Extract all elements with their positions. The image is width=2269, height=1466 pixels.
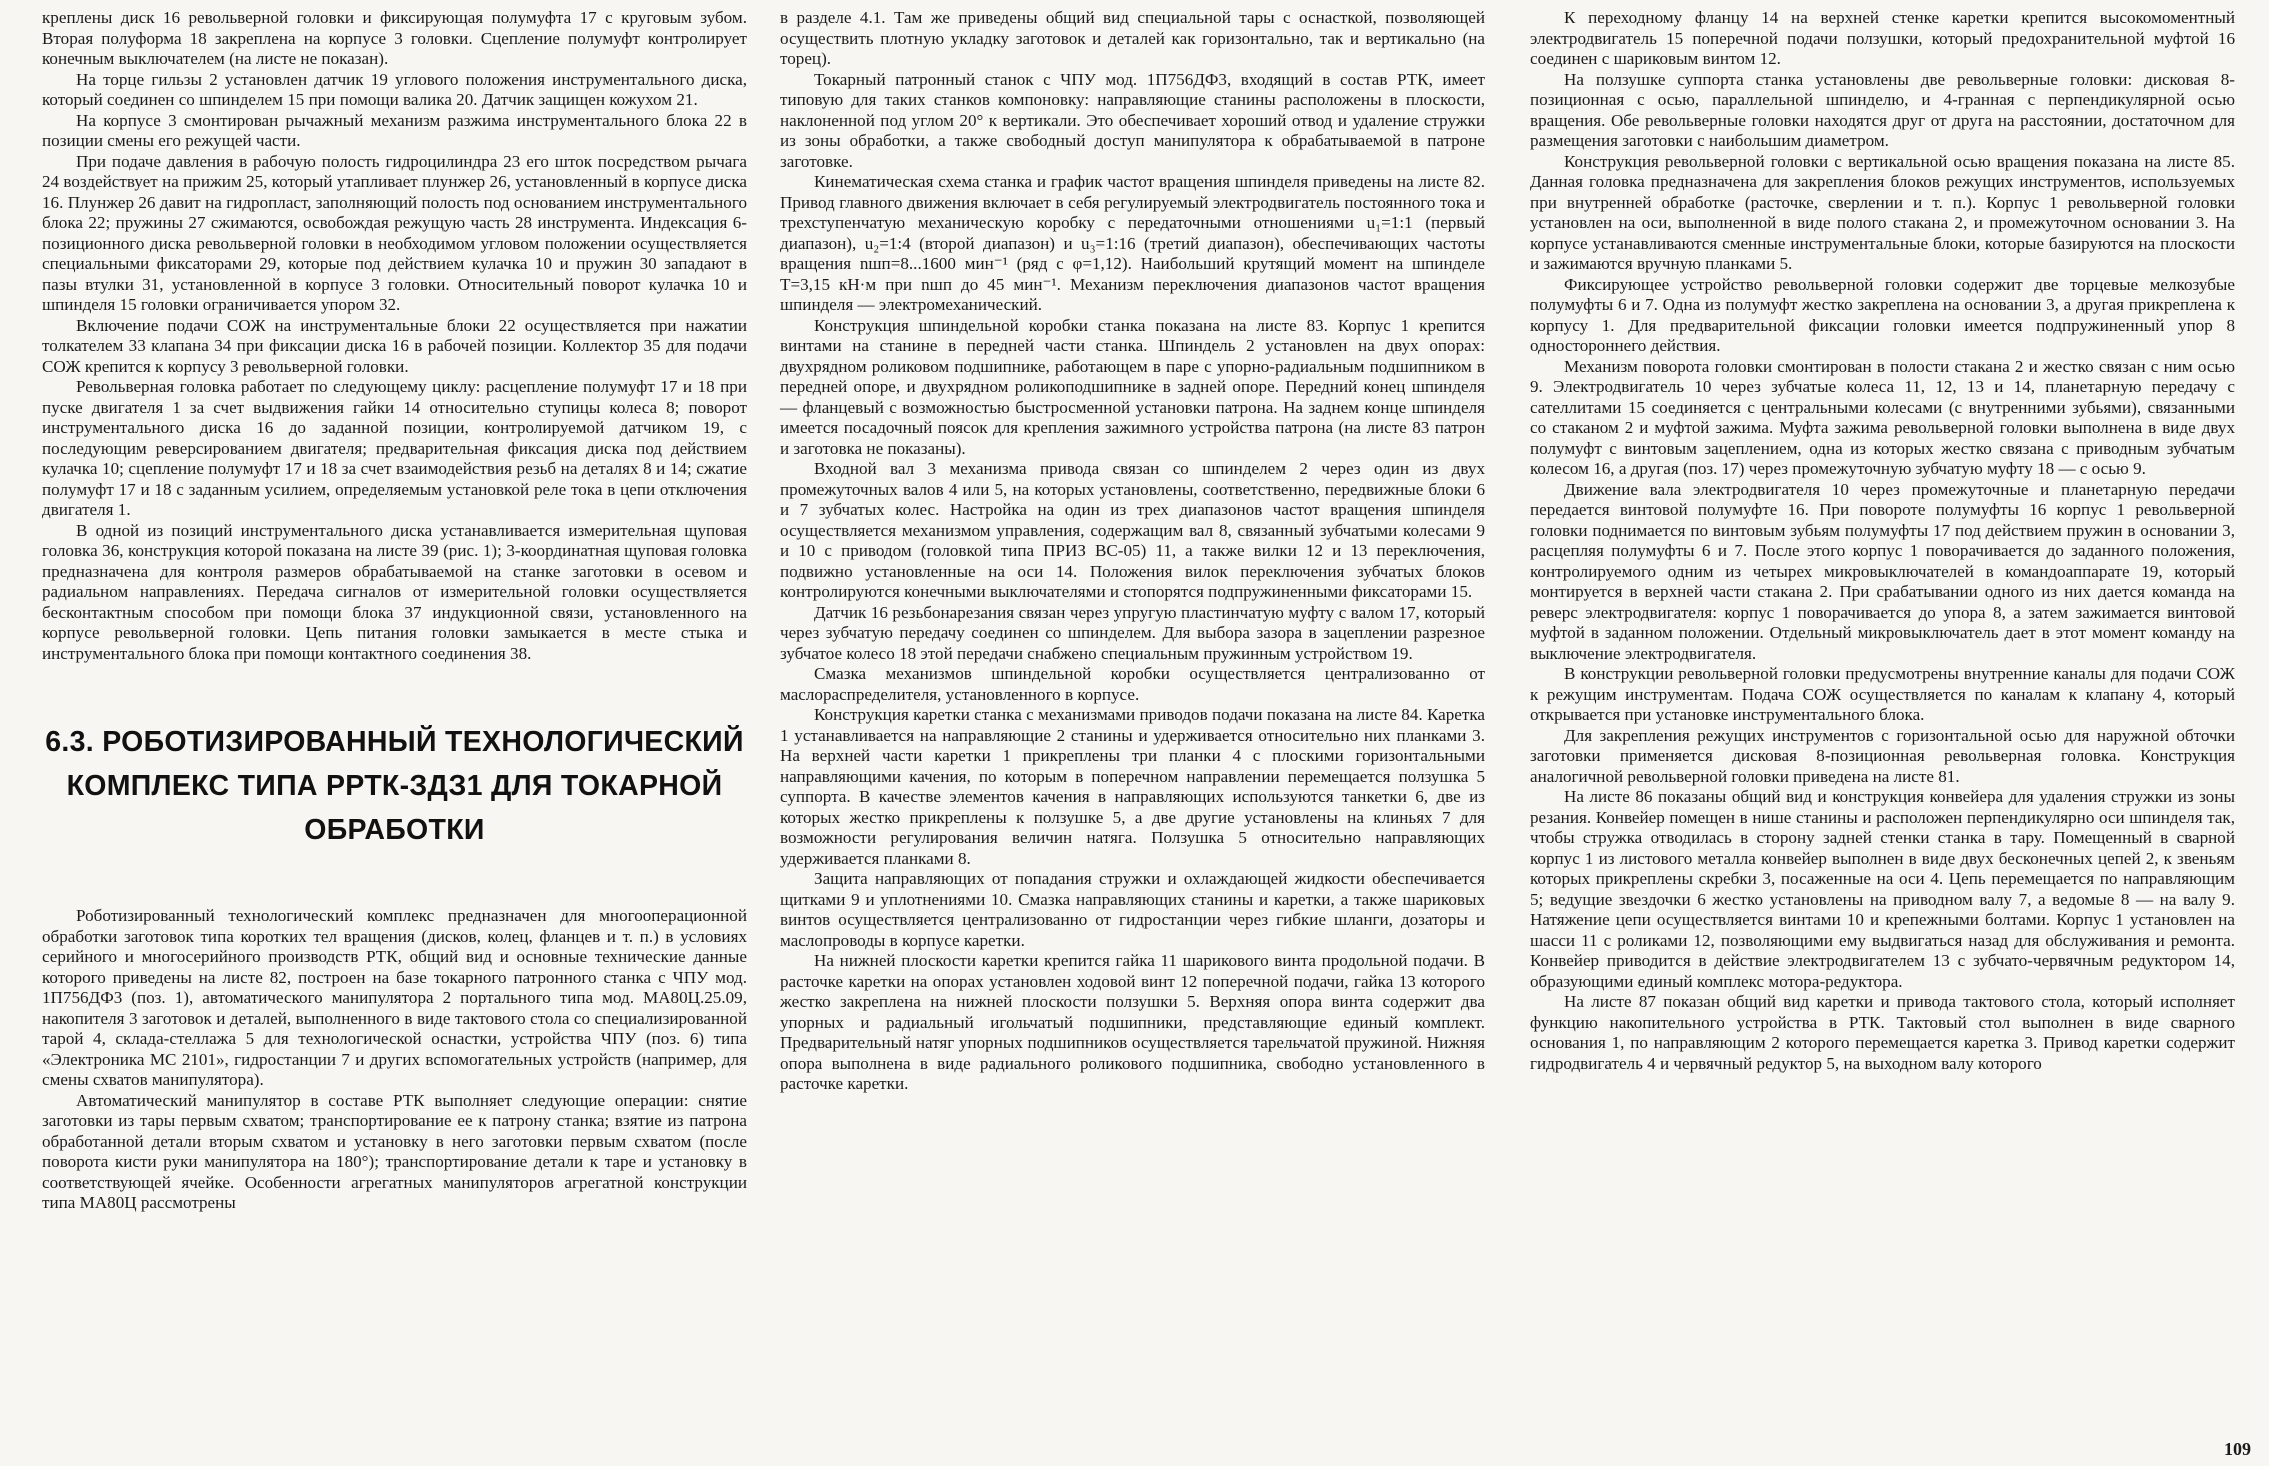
text-column-right (1530, 8, 2235, 1074)
paragraph: Конструкция шпиндельной коробки станка показана на листе 83. Корпус 1 крепится винтами на станине в передней части станка. Шпиндель 2 установлен на двух опорах: двухрядном роликовом подшипнике, работающем в паре с упорно-радиальным подшипником в передней опоре, и двухрядном роликоподшипнике в задней опоре. Передний конец шпинделя — фланцевый с возможностью быстросменной установки патрона. На заднем конце шпинделя имеется посадочный поясок для крепления зажимного устройства патрона (на листе 83 патрон и заготовка не показаны). (780, 315, 1485, 458)
paragraph: На листе 86 показаны общий вид и конструкция конвейера для удаления стружки из зоны резания. Конвейер помещен в нише станины и расположен перпендикулярно оси шпинделя так, чтобы стружка отводилась в сторону задней стенки станка в тару. Помещенный в сварной корпус 1 из листового металла конвейер выполнен в виде двух бесконечных цепей 2, к звеньям которых прикреплены скребки 3, посаженные на оси 4. Цепь перемещается по направляющим 5; ведущие звездочки 6 жестко установлены на приводном валу 7, а ведомые 8 — на валу 9. Натяжение цепи осуществляется винтами 10 и крепежными болтами. Корпус 1 установлен на шасси 11 с роликами 12, позволяющими ему выдвигаться назад для обслуживания и ремонта. Конвейер приводится в действие электродвигателем 13 с зубчато-червячным редуктором 14, образующими единый комплекс мотора-редуктора. (1530, 787, 2235, 991)
paragraph: К переходному фланцу 14 на верхней стенке каретки крепится высокомоментный электродвигатель 15 поперечной подачи ползушки, который предохранительной муфтой 16 соединен с шариковым винтом 12. (1530, 8, 2235, 68)
text-column-left (42, 8, 747, 1214)
text-column-middle (780, 8, 1485, 1095)
paragraph: Кинематическая схема станка и график частот вращения шпинделя приведены на листе 82. Привод главного движения включает в себя регулируемый электродвигатель постоянного тока и трехступенчатую механическую коробку с передаточными отношениями u₁=1:1 (первый диапазон), u₂=1:4 (второй диапазон) и u₃=1:16 (третий диапазон), обеспечивающих частоты вращения nшп=8...1600 мин⁻¹ (ряд с φ=1,12). Наибольший крутящий момент на шпинделе T=3,15 кН·м при nшп до 45 мин⁻¹. Механизм переключения диапазонов частот вращения шпинделя — электромеханический. (780, 172, 1485, 314)
paragraph: Входной вал 3 механизма привода связан со шпинделем 2 через один из двух промежуточных валов 4 или 5, на которых установлены, соответственно, передвижные блоки 6 и 7 зубчатых колес. Настройка на один из трех диапазонов частот вращения шпинделя осуществляется механизмом управления, содержащим вал 8, связанный зубчатыми колесами 9 и 10 с приводом (головкой типа ПРИЗ ВС-05) 11, а также вилки 12 и 13 переключения, подвижно установленные на оси 14. Положения вилок переключения зубчатых блоков контролируются конечными выключателями и стопорятся подпружиненными фиксаторами 15. (780, 459, 1485, 601)
paragraph: Токарный патронный станок с ЧПУ мод. 1П756ДФ3, входящий в состав РТК, имеет типовую для таких станков компоновку: направляющие станины расположены в плоскости, наклоненной под углом 20° к вертикали. Это обеспечивает хороший отвод и удаление стружки из зоны обработки, а также свободный доступ манипулятора к обрабатываемой в патроне заготовке. (780, 69, 1485, 171)
paragraph: На ползушке суппорта станка установлены две револьверные головки: дисковая 8-позиционная с осью, параллельной шпинделю, и 4-гранная с перпендикулярной осью вращения. Обе револьверные головки находятся друг от друга на расстоянии, достаточном для размещения заготовки с наибольшим диаметром. (1530, 69, 2235, 150)
paragraph: креплены диск 16 револьверной головки и фиксирующая полумуфта 17 с круговым зубом. Вторая полуформа 18 закреплена на корпусе 3 головки. Сцепление полумуфт контролирует конечным выключателем (на листе не показан). (42, 8, 747, 68)
paragraph: Роботизированный технологический комплекс предназначен для многооперационной обработки заготовок типа коротких тел вращения (дисков, колец, фланцев и т. п.) в условиях серийного и многосерийного производств РТК, общий вид и основные технические данные которого приведены на листе 82, построен на базе токарного патронного станка с ЧПУ мод. 1П756ДФ3 (поз. 1), автоматического манипулятора 2 портального типа мод. МА80Ц.25.09, накопителя 3 заготовок и деталей, выполненного в виде тактового стола со специализированной тарой 4, склада-стеллажа 5 для технологической оснастки, устройства ЧПУ (поз. 6) типа «Электроника МС 2101», гидростанции 7 и других вспомогательных устройств (например, для смены схватов манипулятора). (42, 906, 747, 1089)
paragraph: Конструкция револьверной головки с вертикальной осью вращения показана на листе 85. Данная головка предназначена для закрепления блоков режущих инструментов, используемых при внутренней обработке (расточке, сверлении и т. п.). Корпус 1 револьверной головки установлен на оси, выполненной в виде полого стакана 2, и промежуточном основании 3. На корпусе устанавливаются сменные инструментальные блоки, которые базируются на плоскости и зажимаются вручную планками 5. (1530, 151, 2235, 273)
paragraph: На торце гильзы 2 установлен датчик 19 углового положения инструментального диска, который соединен со шпинделем 15 при помощи валика 20. Датчик защищен кожухом 21. (42, 69, 747, 109)
paragraph: При подаче давления в рабочую полость гидроцилиндра 23 его шток посредством рычага 24 воздействует на прижим 25, который утапливает плунжер 26, установленный в корпусе диска 16. Плунжер 26 давит на гидропласт, заполняющий полость под основанием инструментального блока 22; пружины 27 сжимаются, освобождая режущую часть 28 инструмента. Индексация 6-позиционного диска револьверной головки в необходимом угловом положении осуществляется специальными фиксаторами 29, которые под действием кулачка 10 и пружин 30 западают в пазы втулки 31, установленной в корпусе 3 головки. Относительный поворот кулачка 10 и шпинделя 15 головки ограничивается упором 32. (42, 151, 747, 314)
paragraph: Конструкция каретки станка с механизмами приводов подачи показана на листе 84. Каретка 1 устанавливается на направляющие 2 станины и удерживается относительно них планками 3. На верхней части каретки 1 прикреплены три планки 4 с плоскими горизонтальными направляющими качения, по которым в поперечном направлении перемещается ползушка 5 суппорта. В качестве элементов качения в направляющих используются танкетки 6, две из которых жестко прикреплены к ползушке 5, а две другие установлены на клиньях 7 для возможности регулирования величин натяга. Ползушка 5 относительно направляющих удерживается планками 8. (780, 705, 1485, 868)
paragraph: На нижней плоскости каретки крепится гайка 11 шарикового винта продольной подачи. В расточке каретки на опорах установлен ходовой винт 12 поперечной подачи, гайка 13 которого жестко закреплена на нижней плоскости ползушки 5. Верхняя опора винта содержит два упорных и радиальный игольчатый подшипники, представляющие единый комплект. Предварительный натяг упорных подшипников осуществляется тарельчатой пружиной. Нижняя опора выполнена в виде радиального роликового подшипника, свободно установленного в расточке каретки. (780, 951, 1485, 1093)
section-heading: 6.3. РОБОТИЗИРОВАННЫЙ ТЕХНОЛОГИЧЕСКИЙ КОМПЛЕКС ТИПА РРТК-ЗДЗ1 ДЛЯ ТОКАРНОЙ ОБРАБОТКИ (45, 726, 744, 846)
paragraph: Фиксирующее устройство револьверной головки содержит две торцевые мелкозубые полумуфты 6 и 7. Одна из полумуфт жестко закреплена на основании 3, а другая прикреплена к корпусу 1. Для предварительной фиксации головки имеется подпружиненный упор 8 одностороннего действия. (1530, 274, 2235, 355)
paragraph: Револьверная головка работает по следующему циклу: расцепление полумуфт 17 и 18 при пуске двигателя 1 за счет выдвижения гайки 14 относительно ступицы колеса 8; поворот инструментального диска 16 до заданной позиции, контролируемой датчиком 19, с последующим реверсированием двигателя; предварительная фиксация диска под действием кулачка 10; сцепление полумуфт 17 и 18 за счет взаимодействия резьб на деталях 8 и 14; сжатие полумуфт 17 и 18 с заданным усилием, определяемым установкой реле тока в цепи отключения двигателя 1. (42, 377, 747, 519)
paragraph: в разделе 4.1. Там же приведены общий вид специальной тары с оснасткой, позволяющей осуществить плотную укладку заготовок и деталей как горизонтально, так и вертикально (на торец). (780, 8, 1485, 68)
page-number: 109 (2224, 1439, 2251, 1459)
paragraph: Механизм поворота головки смонтирован в полости стакана 2 и жестко связан с ним осью 9. Электродвигатель 10 через зубчатые колеса 11, 12, 13 и 14, планетарную передачу с сателлитами 15 соединяется с центральными колесами (с внутренними зубьями), связанными со стаканом 2 и муфтой зажима. Муфта зажима револьверной головки выполнена в виде двух полумуфт с винтовым зацеплением, одна из которых жестко связана с приводным зубчатым колесом 16, а другая (поз. 17) через промежуточную зубчатую муфту 18 — с осью 9. (1530, 356, 2235, 478)
paragraph: Движение вала электродвигателя 10 через промежуточные и планетарную передачи передается винтовой полумуфте 16. При повороте полумуфты 16 корпус 1 револьверной головки поднимается по винтовым зубьям полумуфты 17 под действием пружин в основании 3, расцепляя полумуфты 6 и 7. После этого корпус 1 поворачивается до заданного положения, контролируемого одним из четырех микровыключателей в командоаппарате 19, который монтируется в верхней части стакана 2. При срабатывании одного из них дается команда на реверс электродвигателя: корпус 1 поворачивается до упора 8, а затем зажимается винтовой муфтой в заданном положении. Отдельный микровыключатель дает в этот момент команду на выключение электродвигателя. (1530, 479, 2235, 663)
paragraph: На листе 87 показан общий вид каретки и привода тактового стола, который исполняет функцию накопительного устройства в РТК. Тактовый стол выполнен в виде сварного основания 1, по направляющим 2 которого перемещается каретка 3. Привод каретки содержит гидродвигатель 4 и червячный редуктор 5, на выходном валу которого (1530, 992, 2235, 1073)
paragraph: В конструкции револьверной головки предусмотрены внутренние каналы для подачи СОЖ к режущим инструментам. Подача СОЖ осуществляется по каналам к клапану 4, который открывается при установке инструментального блока. (1530, 664, 2235, 724)
paragraph: В одной из позиций инструментального диска устанавливается измерительная щуповая головка 36, конструкция которой показана на листе 39 (рис. 1); 3-координатная щуповая головка предназначена для контроля размеров обрабатываемой на станке заготовки в осевом и радиальном направлениях. Передача сигналов от измерительной головки осуществляется бесконтактным способом при помощи блока 37 индукционной связи, установленного на корпусе револьверной головки. Цепь питания головки замыкается в месте стыка и инструментального блока при помощи контактного соединения 38. (42, 520, 747, 663)
paragraph: Защита направляющих от попадания стружки и охлаждающей жидкости обеспечивается щитками 9 и уплотнениями 10. Смазка направляющих станины и каретки, а также шариковых винтов осуществляется централизованно от гидростанции через гибкие шланги, дозаторы и маслопроводы в корпусе каретки. (780, 869, 1485, 950)
paragraph: На корпусе 3 смонтирован рычажный механизм разжима инструментального блока 22 в позиции смены его режущей части. (42, 110, 747, 150)
paragraph: Датчик 16 резьбонарезания связан через упругую пластинчатую муфту с валом 17, который через зубчатую передачу соединен со шпинделем. Для выбора зазора в зацеплении разрезное зубчатое колесо 18 этой передачи снабжено специальным пружинным устройством 19. (780, 602, 1485, 663)
paragraph: Включение подачи СОЖ на инструментальные блоки 22 осуществляется при нажатии толкателем 33 клапана 34 при фиксации диска 16 в рабочей позиции. Коллектор 35 для подачи СОЖ крепится к корпусу 3 револьверной головки. (42, 315, 747, 376)
paragraph: Для закрепления режущих инструментов с горизонтальной осью для наружной обточки заготовки применяется дисковая 8-позиционная револьверная головка. Конструкция аналогичной револьверной головки приведена на листе 81. (1530, 725, 2235, 786)
paragraph: Автоматический манипулятор в составе РТК выполняет следующие операции: снятие заготовки из тары первым схватом; транспортирование ее к патрону станка; взятие из патрона обработанной детали вторым схватом и установку в него заготовки первым схватом (после поворота кисти руки манипулятора на 180°); транспортирование детали к таре и установку в соответствующей ячейке. Особенности агрегатных манипуляторов агрегатной конструкции типа МА80Ц рассмотрены (42, 1090, 747, 1212)
paragraph: Смазка механизмов шпиндельной коробки осуществляется централизованно от маслораспределителя, установленного в корпусе. (780, 664, 1485, 704)
